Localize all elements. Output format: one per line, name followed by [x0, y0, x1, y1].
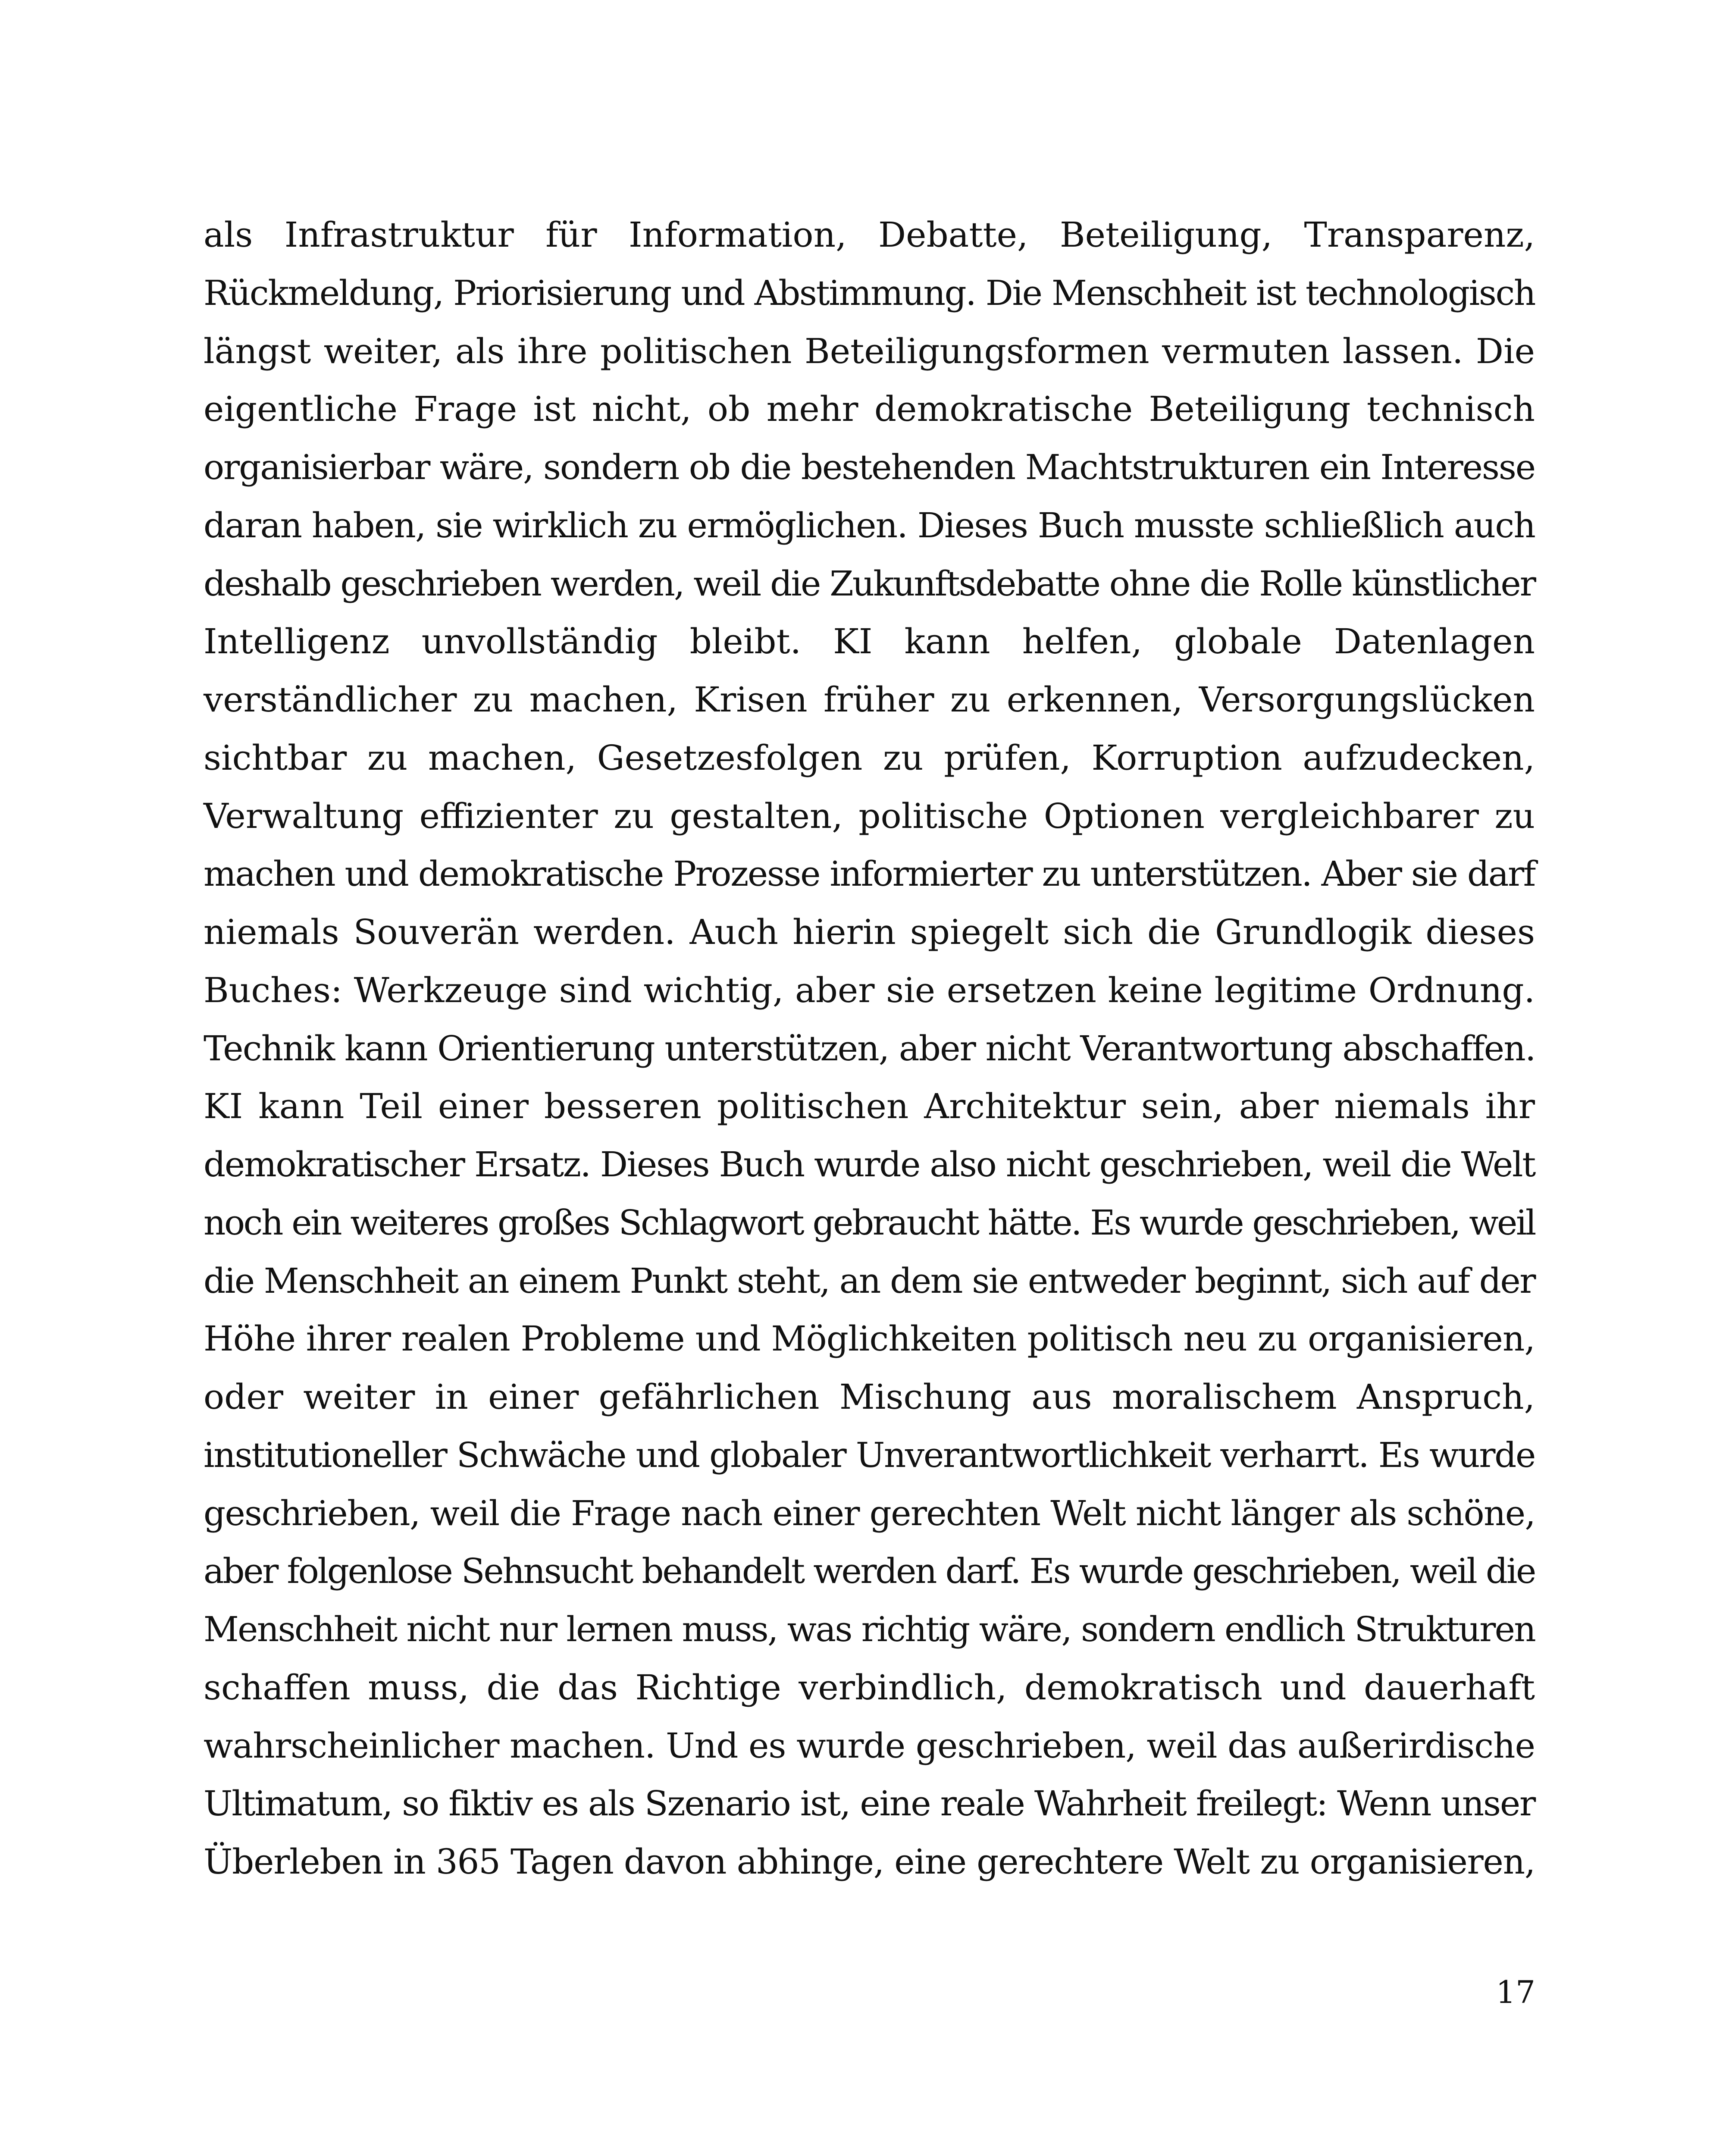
text-line: demokratischer Ersatz. Dieses Buch wurde also nicht geschrieben, weil die Welt	[204, 1144, 1535, 1185]
text-line: daran haben, sie wirklich zu ermöglichen. Dieses Buch musste schließlich auch	[204, 505, 1535, 545]
text-line: sichtbar zu machen, Gesetzesfolgen zu prüfen, Korruption aufzudecken,	[204, 737, 1535, 778]
text-line: schaffen muss, die das Richtige verbindlich, demokratisch und dauerhaft	[204, 1667, 1535, 1708]
text-line: Überleben in 365 Tagen davon abhinge, eine gerechtere Welt zu organisieren,	[204, 1842, 1535, 1882]
text-line: Ultimatum, so fiktiv es als Szenario ist, eine reale Wahrheit freilegt: Wenn unser	[204, 1783, 1535, 1824]
text-line: noch ein weiteres großes Schlagwort gebraucht hätte. Es wurde geschrieben, weil	[204, 1202, 1535, 1243]
text-line: institutioneller Schwäche und globaler Unverantwortlichkeit verharrt. Es wurde	[204, 1435, 1535, 1475]
text-line: niemals Souverän werden. Auch hierin spiegelt sich die Grundlogik dieses	[204, 912, 1535, 952]
text-line: Intelligenz unvollständig bleibt. KI kann helfen, globale Datenlagen	[204, 621, 1535, 662]
text-line: Technik kann Orientierung unterstützen, aber nicht Verantwortung abschaffen.	[204, 1028, 1535, 1069]
text-line: deshalb geschrieben werden, weil die Zukunftsdebatte ohne die Rolle künstlicher	[204, 563, 1535, 604]
page-number: 17	[1496, 1974, 1535, 2010]
text-line: organisierbar wäre, sondern ob die bestehenden Machtstrukturen ein Interesse	[204, 447, 1535, 487]
text-line: Menschheit nicht nur lernen muss, was richtig wäre, sondern endlich Strukturen	[204, 1609, 1535, 1649]
body-paragraph	[204, 206, 1535, 1891]
text-line: Buches: Werkzeuge sind wichtig, aber sie ersetzen keine legitime Ordnung.	[204, 970, 1535, 1010]
text-line: als Infrastruktur für Information, Debatte, Beteiligung, Transparenz,	[204, 215, 1535, 255]
text-line: Verwaltung effizienter zu gestalten, politische Optionen vergleichbarer zu	[204, 796, 1535, 836]
text-line: wahrscheinlicher machen. Und es wurde geschrieben, weil das außerirdische	[204, 1725, 1535, 1766]
text-line: KI kann Teil einer besseren politischen Architektur sein, aber niemals ihr	[204, 1086, 1535, 1127]
text-line: eigentliche Frage ist nicht, ob mehr demokratische Beteiligung technisch	[204, 389, 1535, 429]
text-line: Rückmeldung, Priorisierung und Abstimmung. Die Menschheit ist technologisch	[204, 273, 1535, 313]
text-line: Höhe ihrer realen Probleme und Möglichkeiten politisch neu zu organisieren,	[204, 1319, 1535, 1359]
text-line: machen und demokratische Prozesse informierter zu unterstützen. Aber sie darf	[204, 854, 1535, 894]
text-line: aber folgenlose Sehnsucht behandelt werden darf. Es wurde geschrieben, weil die	[204, 1551, 1535, 1592]
text-line: verständlicher zu machen, Krisen früher zu erkennen, Versorgungslücken	[204, 680, 1535, 720]
text-line: längst weiter, als ihre politischen Beteiligungsformen vermuten lassen. Die	[204, 331, 1535, 371]
text-line: geschrieben, weil die Frage nach einer gerechten Welt nicht länger als schöne,	[204, 1493, 1535, 1533]
text-line: oder weiter in einer gefährlichen Mischung aus moralischem Anspruch,	[204, 1377, 1535, 1417]
text-line: die Menschheit an einem Punkt steht, an dem sie entweder beginnt, sich auf der	[204, 1260, 1535, 1301]
